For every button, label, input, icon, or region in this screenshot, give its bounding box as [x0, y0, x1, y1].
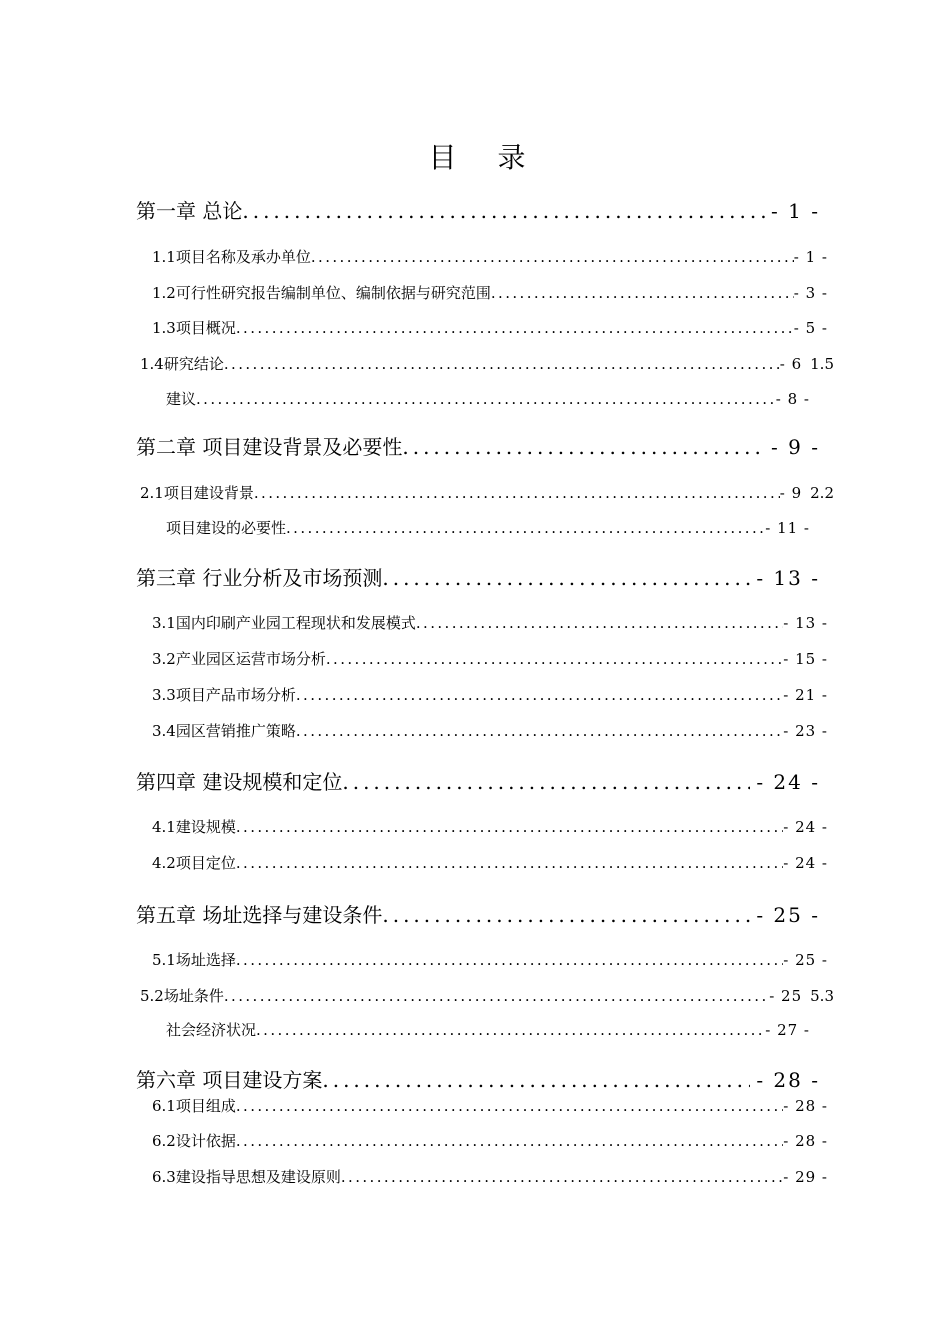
- leader-dots: [416, 611, 783, 635]
- toc-section-1-5[interactable]: [166, 387, 810, 411]
- toc-entry-label: 项目建设的必要性: [166, 519, 287, 537]
- toc-entry-page: - 25: [769, 987, 803, 1005]
- toc-section-5-2[interactable]: [140, 984, 834, 1008]
- leader-dots: [491, 281, 794, 305]
- toc-section-2-2[interactable]: [166, 516, 810, 540]
- toc-entry-page: - 3 -: [793, 284, 828, 302]
- leader-dots: [236, 1129, 783, 1153]
- leader-dots: [326, 647, 783, 671]
- toc-section-2-1[interactable]: [140, 481, 834, 505]
- leader-dots: [236, 815, 783, 839]
- toc-section-4-2[interactable]: [152, 851, 828, 875]
- toc-entry-label: 1.2可行性研究报告编制单位、编制依据与研究范围: [152, 284, 491, 302]
- toc-section-6-1[interactable]: [152, 1094, 828, 1118]
- toc-entry-page: - 13 -: [756, 566, 820, 590]
- toc-entry-next-number: 2.2: [810, 484, 834, 502]
- toc-chapter-5[interactable]: [136, 900, 820, 930]
- leader-dots: [256, 1018, 765, 1042]
- toc-entry-label: 3.3项目产品市场分析: [152, 686, 296, 704]
- leader-dots: [236, 1094, 783, 1118]
- toc-entry-page: - 11 -: [765, 519, 810, 537]
- toc-entry-page: - 9 -: [771, 435, 820, 459]
- toc-entry-page: - 29 -: [783, 1168, 828, 1186]
- toc-entry-label: 第六章 项目建设方案: [136, 1068, 323, 1092]
- toc-entry-page: - 28 -: [756, 1068, 820, 1092]
- leader-dots: [286, 516, 765, 540]
- toc-entry-page: - 23 -: [783, 722, 828, 740]
- leader-dots: [236, 316, 794, 340]
- leader-dots: [382, 563, 750, 593]
- toc-chapter-3[interactable]: [136, 563, 820, 593]
- toc-chapter-1[interactable]: [136, 196, 820, 226]
- toc-entry-label: 社会经济状况: [166, 1021, 257, 1039]
- toc-entry-page: - 24 -: [783, 818, 828, 836]
- toc-section-3-4[interactable]: [152, 719, 828, 743]
- toc-section-6-3[interactable]: [152, 1165, 828, 1189]
- toc-entry-label: 5.1场址选择: [152, 951, 236, 969]
- toc-entry-label: 1.3项目概况: [152, 319, 236, 337]
- toc-section-1-1[interactable]: [152, 245, 828, 269]
- toc-entry-page: - 5 -: [793, 319, 828, 337]
- toc-entry-page: - 27 -: [765, 1021, 810, 1039]
- toc-entry-label: 6.2设计依据: [152, 1132, 236, 1150]
- toc-entry-label: 1.1项目名称及承办单位: [152, 248, 311, 266]
- toc-entry-label: 建议: [166, 390, 197, 408]
- toc-entry-page: - 13 -: [783, 614, 828, 632]
- toc-entry-label: 3.2产业园区运营市场分析: [152, 650, 326, 668]
- leader-dots: [236, 851, 783, 875]
- toc-entry-page: - 28 -: [783, 1097, 828, 1115]
- toc-entry-label: 3.4园区营销推广策略: [152, 722, 296, 740]
- toc-entry-label: 第五章 场址选择与建设条件: [136, 903, 383, 927]
- toc-entry-label: 第一章 总论: [136, 199, 243, 223]
- toc-entry-page: - 21 -: [783, 686, 828, 704]
- leader-dots: [236, 948, 783, 972]
- toc-entry-label: 第二章 项目建设背景及必要性: [136, 435, 403, 459]
- toc-section-3-2[interactable]: [152, 647, 828, 671]
- toc-entry-label: 3.1国内印刷产业园工程现状和发展模式: [152, 614, 416, 632]
- toc-entry-next-number: 1.5: [810, 355, 834, 373]
- toc-title: 目 录: [428, 141, 542, 174]
- toc-section-5-1[interactable]: [152, 948, 828, 972]
- toc-section-6-2[interactable]: [152, 1129, 828, 1153]
- toc-entry-page: - 1 -: [771, 199, 820, 223]
- toc-entry-next-number: 5.3: [810, 987, 834, 1005]
- leader-dots: [342, 767, 750, 797]
- leader-dots: [296, 719, 783, 743]
- toc-entry-page: - 24 -: [756, 770, 820, 794]
- toc-chapter-2[interactable]: [136, 432, 820, 462]
- toc-entry-label: 第三章 行业分析及市场预测: [136, 566, 383, 590]
- toc-entry-page: - 1 -: [793, 248, 828, 266]
- leader-dots: [341, 1165, 783, 1189]
- toc-entry-page: - 9: [779, 484, 803, 502]
- leader-dots: [382, 900, 750, 930]
- toc-section-4-1[interactable]: [152, 815, 828, 839]
- toc-entry-label: 4.1建设规模: [152, 818, 236, 836]
- toc-entry-page: - 24 -: [783, 854, 828, 872]
- toc-entry-label: 6.3建设指导思想及建设原则: [152, 1168, 341, 1186]
- toc-chapter-4[interactable]: [136, 767, 820, 797]
- leader-dots: [322, 1065, 750, 1095]
- leader-dots: [296, 683, 783, 707]
- toc-section-1-2[interactable]: [152, 281, 828, 305]
- leader-dots: [402, 432, 765, 462]
- toc-entry-label: 2.1项目建设背景: [140, 484, 254, 502]
- leader-dots: [254, 481, 780, 505]
- toc-entry-page: - 15 -: [783, 650, 828, 668]
- toc-entry-label: 第四章 建设规模和定位: [136, 770, 343, 794]
- toc-section-1-3[interactable]: [152, 316, 828, 340]
- toc-entry-page: - 25 -: [756, 903, 820, 927]
- toc-section-1-4[interactable]: [140, 352, 834, 376]
- toc-entry-page: - 6: [779, 355, 803, 373]
- toc-entry-label: 1.4研究结论: [140, 355, 224, 373]
- toc-section-5-3[interactable]: [166, 1018, 810, 1042]
- leader-dots: [196, 387, 776, 411]
- leader-dots: [242, 196, 765, 226]
- toc-entry-label: 6.1项目组成: [152, 1097, 236, 1115]
- leader-dots: [311, 245, 794, 269]
- toc-chapter-6[interactable]: [136, 1065, 820, 1095]
- toc-section-3-3[interactable]: [152, 683, 828, 707]
- leader-dots: [224, 984, 769, 1008]
- toc-section-3-1[interactable]: [152, 611, 828, 635]
- leader-dots: [224, 352, 780, 376]
- toc-entry-label: 4.2项目定位: [152, 854, 236, 872]
- toc-entry-label: 5.2场址条件: [140, 987, 224, 1005]
- toc-entry-page: - 25 -: [783, 951, 828, 969]
- toc-entry-page: - 8 -: [775, 390, 810, 408]
- toc-entry-page: - 28 -: [783, 1132, 828, 1150]
